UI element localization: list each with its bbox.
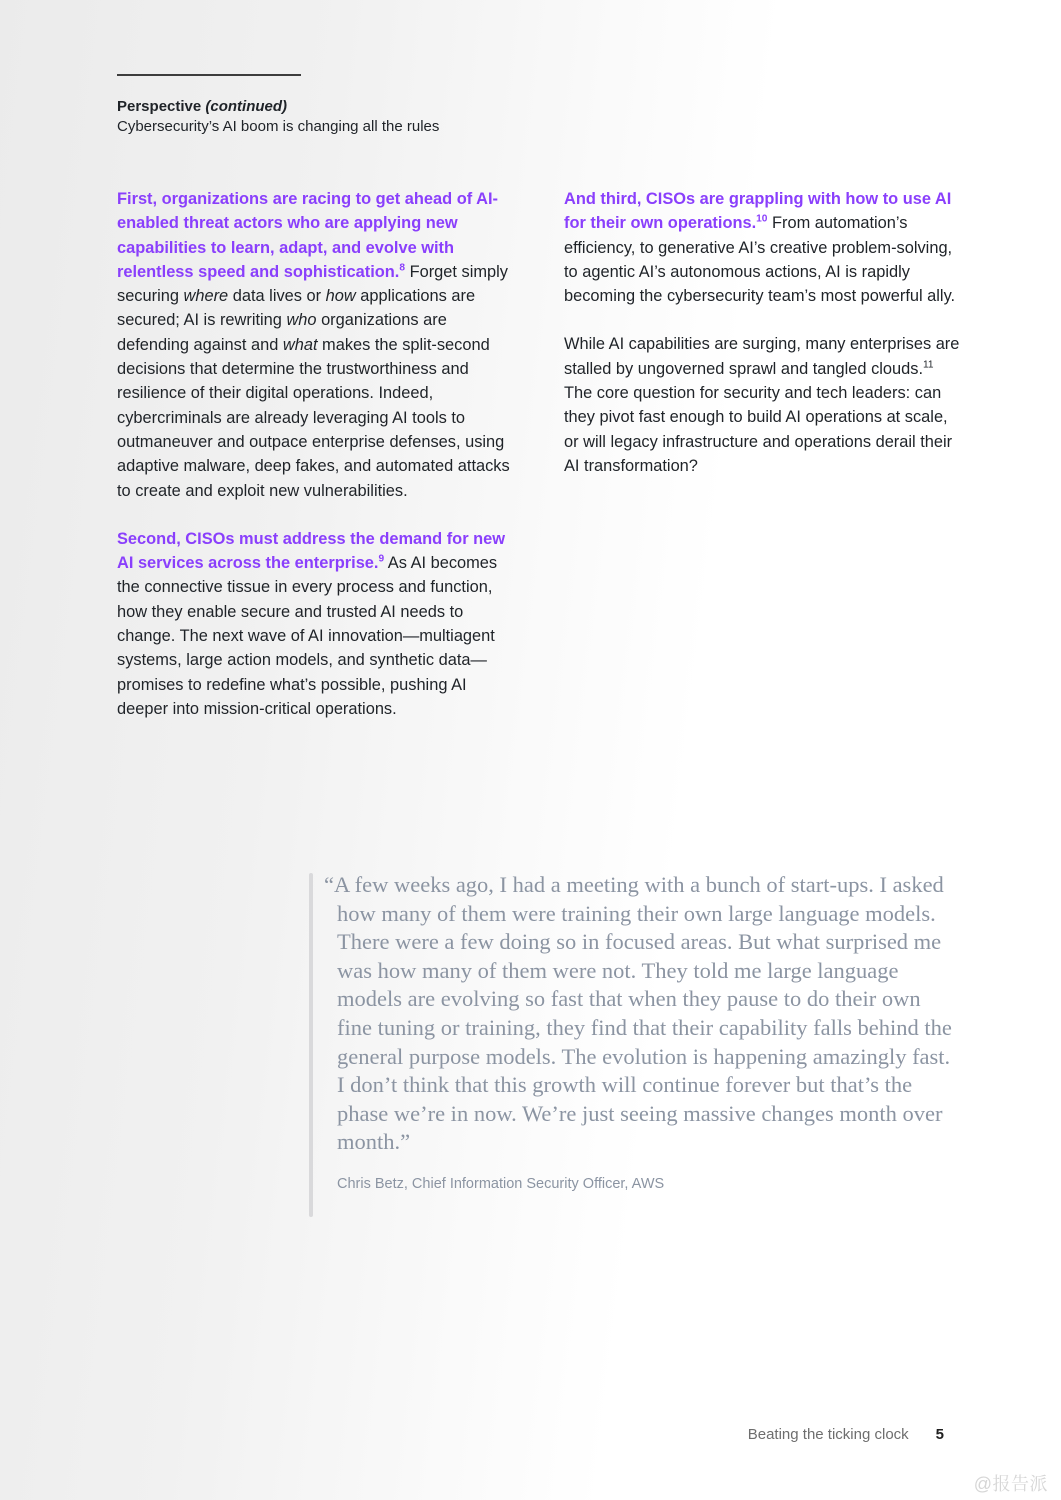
quote-attribution: Chris Betz, Chief Information Security Officer, AWS bbox=[337, 1175, 665, 1192]
page-header bbox=[117, 97, 717, 136]
paragraph-while-ai: While AI capabilities are surging, many enterprises are stalled by ungoverned sprawl and tangled clouds.$^{11}$ The core question for security and tech leaders: can they pivot fast enough to build AI operations at scale, or will legacy infrastructure and operations derail their AI transformation? bbox=[564, 335, 960, 475]
pull-quote bbox=[309, 871, 969, 1193]
left-column bbox=[117, 187, 514, 745]
paragraph-second: Second, CISOs must address the demand for new AI services across the enterprise.$^9$ As AI becomes the connective tissue in every process and function, how they enable secure and trusted AI needs to change. The next wave of AI innovation—multiagent systems, large action models, and synthetic data—promises to redefine what’s possible, pushing AI deeper into mission-critical operations. bbox=[117, 529, 505, 718]
article-body bbox=[117, 187, 961, 745]
section-kicker bbox=[117, 97, 717, 117]
watermark: @报告派 bbox=[973, 1474, 1048, 1494]
right-column bbox=[564, 187, 961, 745]
footer-page-number: 5 bbox=[935, 1426, 944, 1443]
footer-section-title: Beating the ticking clock bbox=[747, 1426, 909, 1443]
kicker-label: Perspective bbox=[117, 98, 206, 115]
section-rule bbox=[117, 74, 301, 76]
page-footer bbox=[0, 1426, 944, 1443]
paragraph-third: And third, CISOs are grappling with how to use AI for their own operations.$^{10}$ From automation’s efficiency, to generative AI’s creative problem-solving, to agentic AI’s autonomous actions, AI is rapidly becoming the cybersecurity team’s most powerful ally. bbox=[564, 190, 956, 306]
quote-accent-bar bbox=[309, 873, 313, 1217]
quote-text: “A few weeks ago, I had a meeting with a bunch of start-ups. I asked how many of them were training their own large language models. There were a few doing so in focused areas. But what surprised me was how many of them were not. They told me large language models are evolving so fast that when they pause to do their own fine tuning or training, they find that their capability falls behind the general purpose models. The evolution is happening amazingly fast. I don’t think that this growth will continue forever but that’s the phase we’re in now. We’re just seeing massive changes month over month.” bbox=[324, 872, 952, 1155]
kicker-continued-label: (continued) bbox=[205, 98, 288, 115]
paragraph-first: First, organizations are racing to get ahead of AI-enabled threat actors who are applying new capabilities to learn, adapt, and evolve with relentless speed and sophistication.$^8$ Forget simply securing where data lives or how applications are secured; AI is rewriting who organizations are defending against and what makes the split-second decisions that determine the trustworthiness and resilience of their digital operations. Indeed, cybercriminals are already leveraging AI tools to outmaneuver and outpace enterprise defenses, using adaptive malware, deep fakes, and automated attacks to create and exploit new vulnerabilities. bbox=[117, 190, 510, 500]
page-title: Cybersecurity’s AI boom is changing all the rules bbox=[117, 117, 440, 135]
